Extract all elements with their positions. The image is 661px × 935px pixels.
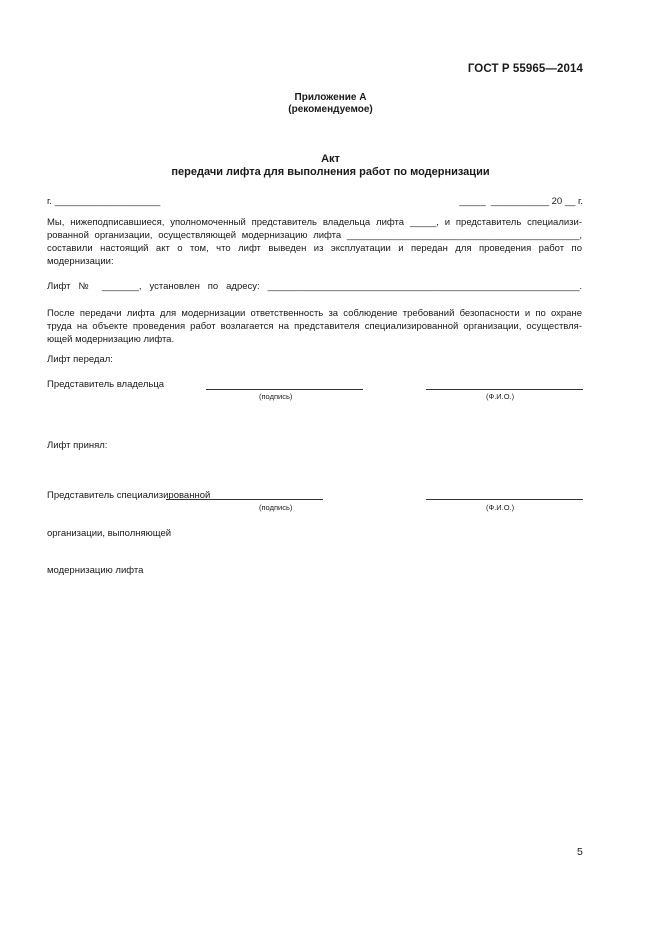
owner-name-line [426, 389, 583, 390]
contractor-signature-caption: (подпись) [259, 503, 293, 512]
act-title: Акт [321, 153, 340, 165]
paragraph-line: рованной организации, осуществляющей модернизацию лифта ____________________________________________, [47, 230, 582, 241]
paragraph-line: ющей модернизацию лифта. [47, 334, 175, 345]
contractor-label-line: организации, выполняющей [47, 527, 172, 539]
act-subtitle: передачи лифта для выполнения работ по модернизации [171, 166, 490, 178]
handed-over-heading: Лифт передал: [47, 354, 113, 365]
contractor-name-line [426, 499, 583, 500]
paragraph-responsibility [47, 307, 582, 346]
contractor-label-line: модернизацию лифта [47, 565, 144, 576]
owner-name-caption: (Ф.И.О.) [486, 392, 515, 401]
paragraph-participants [47, 216, 582, 268]
contractor-signature-line [166, 499, 323, 500]
contractor-name-caption: (Ф.И.О.) [486, 503, 515, 512]
owner-representative-label: Представитель владельца [47, 379, 165, 390]
accepted-heading: Лифт принял: [47, 440, 108, 451]
paragraph-line: модернизации: [47, 256, 114, 267]
paragraph-line: После передачи лифта для модернизации ответственность за соблюдение требований безопасности и по охране [47, 308, 582, 319]
paragraph-line: Мы, нижеподписавшиеся, уполномоченный представитель владельца лифта _____, и представитель специализи- [47, 217, 582, 228]
document-standard-number: ГОСТ Р 55965—2014 [467, 63, 583, 75]
owner-signature-line [206, 389, 363, 390]
appendix-subtitle: (рекомендуемое) [288, 104, 373, 115]
contractor-representative-label [47, 465, 210, 590]
page-number: 5 [577, 846, 583, 858]
place-field: г. ____________________ [47, 196, 161, 207]
paragraph-line: труда на объекте проведения работ возлагается на представителя специализированной организации, осуществля- [47, 321, 582, 332]
paragraph-line: составили настоящий акт о том, что лифт выведен из эксплуатации и передан для проведения работ по [47, 243, 582, 254]
appendix-title: Приложение А [294, 92, 367, 103]
lift-address-line: Лифт № _______, установлен по адресу: ___________________________________________________________. [47, 281, 582, 292]
date-field: _____ ___________ 20 __ г. [459, 196, 583, 207]
owner-signature-caption: (подпись) [259, 392, 293, 401]
contractor-label-line: Представитель специализированной [47, 490, 211, 501]
